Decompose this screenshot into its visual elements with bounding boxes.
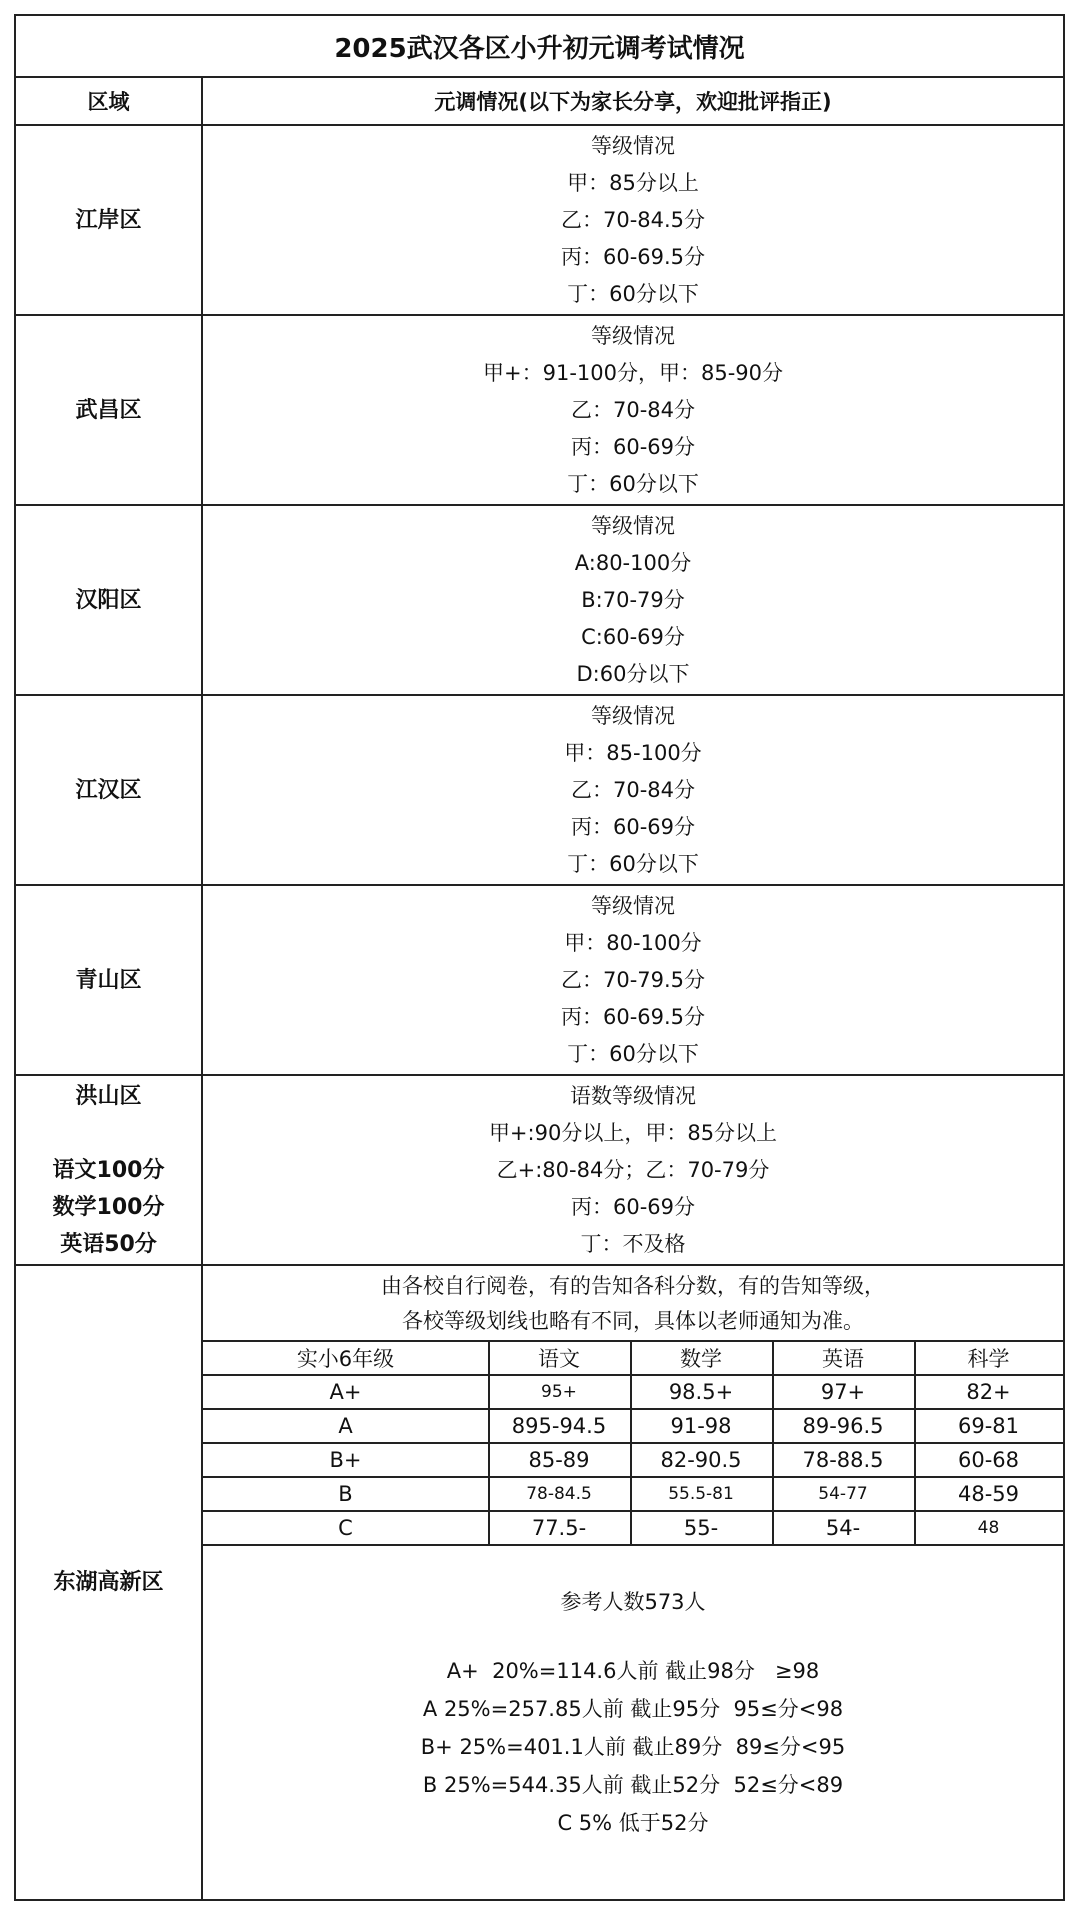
- grade-line: 乙：70-84分: [570, 777, 696, 802]
- district-grades: [203, 1076, 1063, 1264]
- district-name: [16, 886, 201, 1074]
- table-cell: 48-59: [957, 1482, 1020, 1506]
- district-name: [16, 506, 201, 694]
- table-cell: 55-: [683, 1516, 719, 1540]
- table-header-cell: 英语: [822, 1347, 864, 1371]
- district-name-line: 武昌区: [75, 397, 142, 423]
- table-cell: 69-81: [957, 1414, 1020, 1438]
- intro-line: 各校等级划线也略有不同，具体以老师通知为准。: [402, 1309, 864, 1333]
- grade-line: 甲：80-100分: [564, 930, 702, 955]
- grade-heading: 等级情况: [591, 513, 675, 538]
- grade-cutoff-line: A 25%=257.85人前 截止95分 95≤分<98: [422, 1697, 844, 1721]
- grade-line: 乙：70-84.5分: [560, 207, 706, 232]
- table-column-border: [488, 1340, 490, 1546]
- grade-line: 乙：70-84分: [570, 397, 696, 422]
- grade-line: A:80-100分: [574, 550, 692, 575]
- district-name-line: 洪山区: [75, 1083, 142, 1109]
- district-name: [16, 696, 201, 884]
- table-cell: 98.5+: [668, 1380, 734, 1404]
- table-cell: 55.5-81: [668, 1484, 734, 1504]
- table-header-cell: 科学: [967, 1347, 1010, 1371]
- grade-line: 甲+：91-100分，甲：85-90分: [483, 360, 783, 385]
- grade-line: 丙：60-69分: [570, 814, 696, 839]
- district-name: [16, 1076, 201, 1264]
- header-region: 区域: [87, 90, 130, 114]
- table-cell: 48: [977, 1518, 1000, 1538]
- district-name-line: 江岸区: [75, 207, 142, 233]
- table-cell: 85-89: [528, 1448, 590, 1472]
- table-cell: 82-90.5: [660, 1448, 742, 1472]
- table-cell: 895-94.5: [511, 1414, 607, 1438]
- grade-line: 丙：60-69.5分: [560, 244, 706, 269]
- grade-line: 丁：60分以下: [567, 281, 699, 306]
- table-row-border: [203, 1544, 1063, 1546]
- grade-line: 甲+:90分以上，甲：85分以上: [488, 1120, 778, 1145]
- grade-heading: 等级情况: [591, 133, 675, 158]
- grade-line: 乙+:80-84分；乙：70-79分: [496, 1157, 770, 1182]
- grade-heading: 等级情况: [591, 893, 675, 918]
- table-cell: 60-68: [957, 1448, 1020, 1472]
- table-cell: 82+: [966, 1380, 1011, 1404]
- grade-heading: 语数等级情况: [570, 1083, 696, 1108]
- grade-line: 丁：不及格: [580, 1231, 686, 1256]
- district-name-line: 青山区: [75, 967, 142, 993]
- grade-line: 丁：60分以下: [567, 471, 699, 496]
- grade-line: 丁：60分以下: [567, 851, 699, 876]
- grade-cutoff-line: B 25%=544.35人前 截止52分 52≤分<89: [422, 1773, 844, 1797]
- grade-line: D:60分以下: [576, 661, 690, 686]
- table-cell: C: [338, 1516, 353, 1540]
- table-cell: B+: [329, 1448, 362, 1472]
- district-name: 东湖高新区: [53, 1570, 164, 1595]
- grade-line: 丁：60分以下: [567, 1041, 699, 1066]
- district-name-line: 数学100分: [52, 1194, 165, 1220]
- district-name-line: 语文100分: [52, 1157, 165, 1183]
- district-grades: [203, 886, 1063, 1074]
- table-cell: 89-96.5: [802, 1414, 884, 1438]
- table-column-border: [630, 1340, 632, 1546]
- district-name: [16, 316, 201, 504]
- table-cell: 91-98: [670, 1414, 732, 1438]
- district-grades: [203, 126, 1063, 314]
- table-column-border: [914, 1340, 916, 1546]
- table-cell: A: [338, 1414, 353, 1438]
- grade-line: 丙：60-69分: [570, 434, 696, 459]
- district-name: [16, 126, 201, 314]
- table-cell: 77.5-: [531, 1516, 587, 1540]
- district-grades: [203, 696, 1063, 884]
- table-cell: 54-77: [818, 1484, 868, 1504]
- table-cell: B: [338, 1482, 353, 1506]
- grade-line: 甲：85分以上: [567, 170, 699, 195]
- table-header-cell: 数学: [680, 1347, 722, 1371]
- district-grades: [203, 506, 1063, 694]
- district-name-line: 江汉区: [75, 777, 142, 803]
- district-name-line: 汉阳区: [75, 587, 142, 613]
- table-cell: 78-88.5: [802, 1448, 884, 1472]
- table-header-cell: 语文: [538, 1347, 580, 1371]
- table-column-border: [772, 1340, 774, 1546]
- grade-line: 乙：70-79.5分: [560, 967, 706, 992]
- intro-line: 由各校自行阅卷，有的告知各科分数，有的告知等级，: [381, 1274, 885, 1298]
- participants-count: 参考人数573人: [560, 1590, 706, 1614]
- table-header-cell: 实小6年级: [296, 1347, 395, 1371]
- grade-heading: 等级情况: [591, 323, 675, 348]
- header-info: 元调情况(以下为家长分享，欢迎批评指正): [434, 90, 832, 114]
- table-cell: 97+: [820, 1380, 866, 1404]
- grade-line: 丙：60-69.5分: [560, 1004, 706, 1029]
- district-name-line: 英语50分: [60, 1231, 157, 1257]
- grade-cutoff-line: A+ 20%=114.6人前 截止98分 ≥98: [446, 1659, 820, 1683]
- grade-line: B:70-79分: [581, 587, 685, 612]
- grade-heading: 等级情况: [591, 703, 675, 728]
- table-cell: 78-84.5: [526, 1484, 592, 1504]
- document-title: 2025武汉各区小升初元调考试情况: [334, 33, 745, 64]
- table-cell: 54-: [825, 1516, 861, 1540]
- score-document: [14, 14, 1065, 1901]
- grade-cutoff-line: B+ 25%=401.1人前 截止89分 89≤分<95: [420, 1735, 846, 1759]
- grade-line: C:60-69分: [581, 624, 685, 649]
- table-cell: 95+: [541, 1382, 577, 1402]
- district-grades: [203, 316, 1063, 504]
- table-cell: A+: [329, 1380, 362, 1404]
- grade-line: 甲：85-100分: [564, 740, 702, 765]
- grade-line: 丙：60-69分: [570, 1194, 696, 1219]
- grade-cutoff-line: C 5% 低于52分: [557, 1811, 709, 1835]
